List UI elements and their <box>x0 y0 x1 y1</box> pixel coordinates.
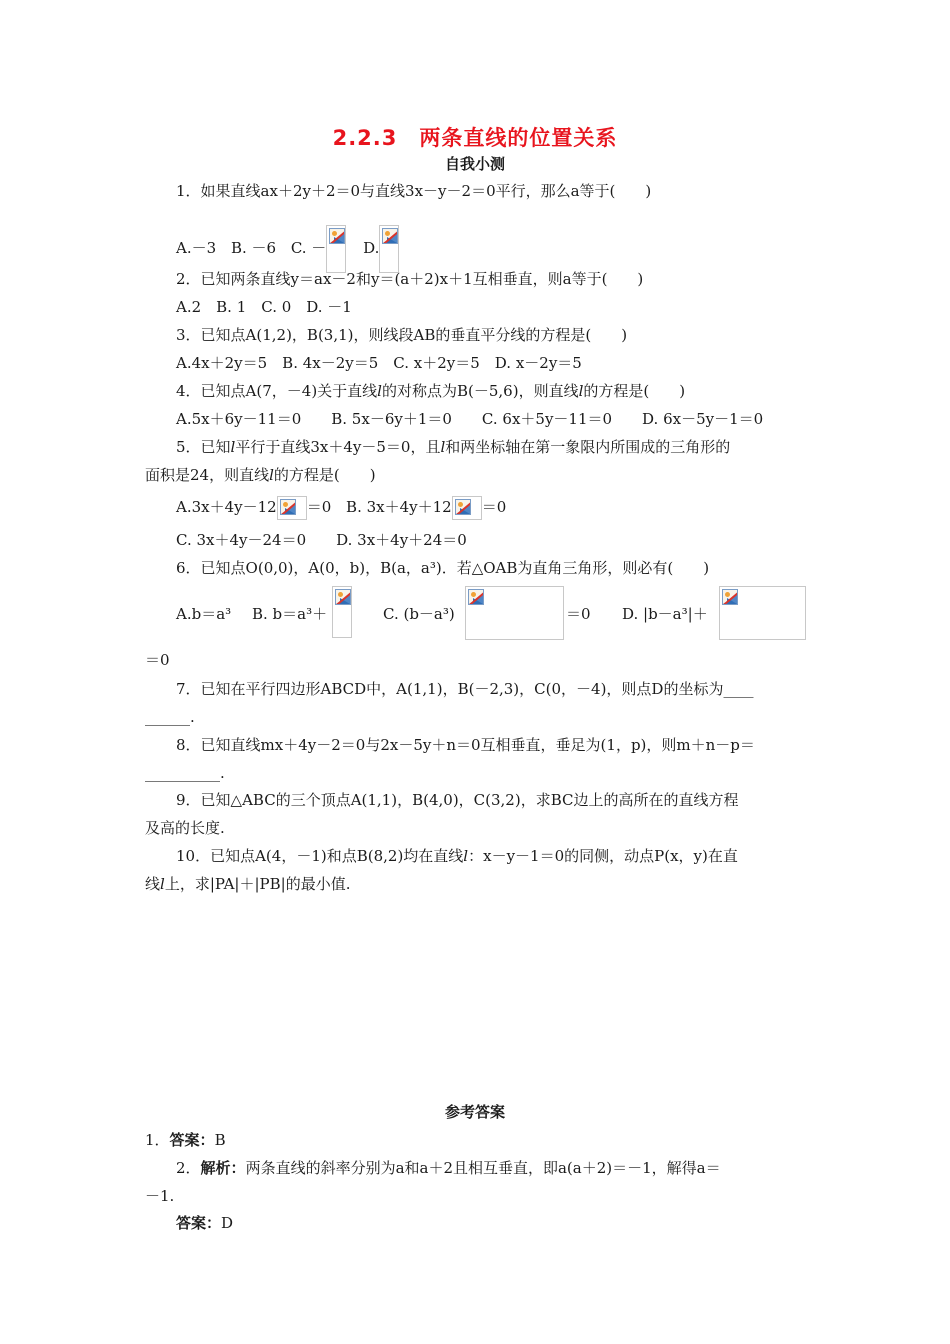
question-4-stem: 4．已知点A(7，－4)关于直线l的对称点为B(－5,6)，则直线l的方程是( ) <box>176 382 686 400</box>
question-10-stem: 10．已知点A(4，－1)和点B(8,2)均在直线l：x－y－1＝0的同侧，动点P(x，y)在直 <box>176 847 738 865</box>
answer-2-analysis: 2．解析：两条直线的斜率分别为a和a＋2且相互垂直，即a(a＋2)＝－1，解得a＝ <box>176 1159 721 1177</box>
question-9-tail: 及高的长度. <box>145 819 225 837</box>
question-10-tail: 线l上，求|PA|＋|PB|的最小值. <box>145 875 351 893</box>
question-6-tail: ＝0 <box>145 651 170 669</box>
page-title: 2.2.3 两条直线的位置关系 <box>332 126 618 150</box>
answer-1: 1．答案：B <box>145 1131 226 1149</box>
question-4-options: A.5x＋6y－11＝0 B. 5x－6y＋1＝0 C. 6x＋5y－11＝0 D. 6x－5y－1＝0 <box>176 410 764 428</box>
question-7-tail: ______. <box>145 708 195 726</box>
question-1-options <box>176 225 399 273</box>
answer-2-tail: －1. <box>145 1187 175 1205</box>
q1-option-d: D. <box>363 239 380 257</box>
question-3-options: A.4x＋2y＝5 B. 4x－2y＝5 C. x＋2y＝5 D. x－2y＝5 <box>176 354 582 372</box>
broken-image-icon <box>465 586 564 640</box>
q6-option-c: C. (b－a³) <box>383 605 455 623</box>
question-1-stem: 1．如果直线ax＋2y＋2＝0与直线3x－y－2＝0平行，那么a等于( ) <box>176 182 652 200</box>
q1-option-b: B. －6 <box>230 239 277 257</box>
question-3-stem: 3．已知点A(1,2)，B(3,1)，则线段AB的垂直平分线的方程是( ) <box>176 326 628 344</box>
question-8-tail: __________. <box>145 764 225 782</box>
broken-image-icon <box>326 225 346 273</box>
question-2-options: A.2 B. 1 C. 0 D. －1 <box>176 298 352 316</box>
broken-image-icon <box>452 496 482 520</box>
question-2-stem: 2．已知两条直线y＝ax－2和y＝(a＋2)x＋1互相垂直，则a等于( ) <box>176 270 644 288</box>
answer-2: 答案：D <box>176 1214 234 1232</box>
question-6-stem: 6．已知点O(0,0)，A(0，b)，B(a，a³)．若△OAB为直角三角形，则必有( ) <box>176 559 710 577</box>
question-5-options-cd: C. 3x＋4y－24＝0 D. 3x＋4y＋24＝0 <box>176 531 467 549</box>
question-9-stem: 9．已知△ABC的三个顶点A(1,1)，B(4,0)，C(3,2)，求BC边上的高所在的直线方程 <box>176 791 739 809</box>
broken-image-icon <box>277 496 307 520</box>
section-subtitle: 自我小测 <box>444 155 505 173</box>
broken-image-icon <box>379 225 399 273</box>
q1-option-a: A.－3 <box>176 239 217 257</box>
question-7-stem: 7．已知在平行四边形ABCD中，A(1,1)，B(－2,3)，C(0，－4)，则点D的坐标为____ <box>176 680 754 698</box>
q6-option-d: D. |b－a³|＋ <box>622 605 708 623</box>
q6-option-b: B. b＝a³＋ <box>252 605 328 623</box>
question-8-stem: 8．已知直线mx＋4y－2＝0与2x－5y＋n＝0互相垂直，垂足为(1，p)，则m＋n－p＝ <box>176 736 755 754</box>
q6-option-a: A.b＝a³ <box>176 605 232 623</box>
q1-option-c: C. － <box>290 239 327 257</box>
q5-option-a: A.3x＋4y－12 <box>176 498 277 516</box>
broken-image-icon <box>332 586 352 638</box>
answers-title: 参考答案 <box>444 1103 505 1121</box>
q5-option-b: B. 3x＋4y＋12 <box>346 498 452 516</box>
question-5-stem: 5．已知l平行于直线3x＋4y－5＝0，且l和两坐标轴在第一象限内所围成的三角形的 <box>176 438 731 456</box>
question-5-options-ab: A.3x＋4y－12 ＝0 B. 3x＋4y＋12 ＝0 <box>176 496 506 520</box>
question-5-stem-line2: 面积是24，则直线l的方程是( ) <box>145 466 376 484</box>
q6-option-c-end: ＝0 <box>566 605 591 623</box>
broken-image-icon <box>719 586 806 640</box>
